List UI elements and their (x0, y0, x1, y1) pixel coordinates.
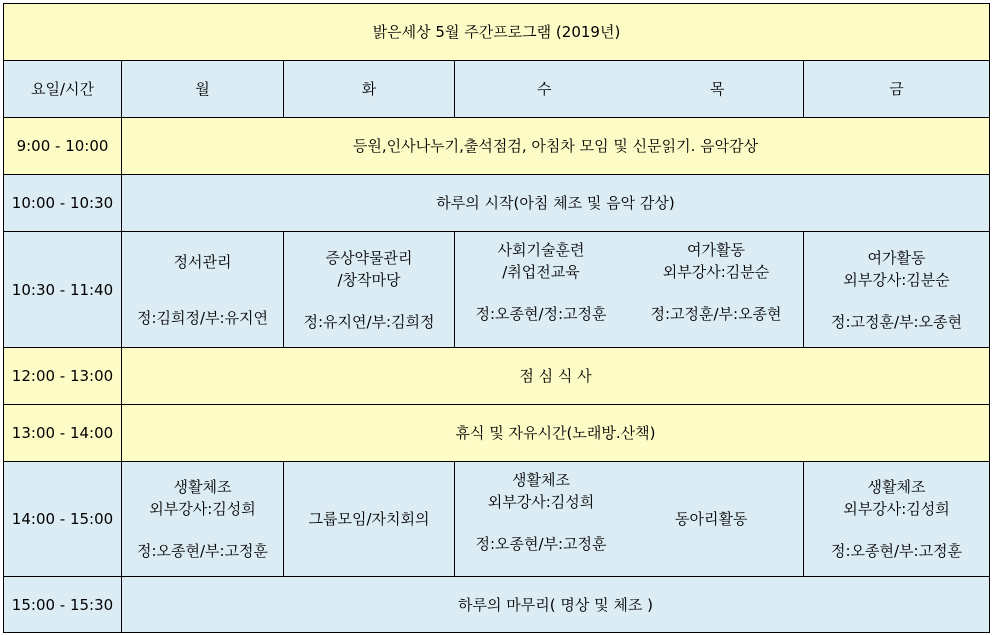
row-6-thursday-title: 동아리활동 (675, 510, 748, 528)
row-4-time (3, 347, 122, 405)
header-friday-label: 금 (889, 80, 904, 98)
row-4-activity (121, 347, 990, 405)
header-tuesday (283, 60, 455, 118)
header-tuesday-label: 화 (361, 80, 377, 98)
row-3-tuesday-staff: 정:유지연/부:김희정 (303, 312, 435, 331)
row-2-activity (121, 174, 990, 232)
header-thursday-label: 목 (710, 80, 725, 98)
row-1-activity-text: 등원,인사나누기,출석점검, 아침차 모임 및 신문읽기. 음악감상 (352, 137, 759, 155)
row-6-friday-line2: 외부강사:김성희 (843, 500, 950, 518)
row-6-tuesday-title: 그룹모임/자치회의 (308, 510, 430, 528)
row-5-activity (121, 404, 990, 462)
row-6-friday (803, 461, 990, 577)
row-3-time-label: 10:30 - 11:40 (11, 280, 114, 299)
row-3-friday-line1: 여가활동 (867, 248, 926, 267)
row-1-time (3, 117, 122, 175)
row-6-monday-staff: 정:오종현/부:고정훈 (136, 542, 269, 560)
row-6-monday (121, 461, 284, 577)
row-6-tuesday (283, 461, 455, 577)
row-6-time-label: 14:00 - 15:00 (11, 510, 114, 528)
row-6-friday-line1: 생활체조 (867, 478, 926, 496)
row-2-activity-text: 하루의 시작(아침 체조 및 음악 감상) (436, 194, 675, 212)
row-3-monday-staff: 정:김희정/부:유지연 (136, 308, 269, 327)
row-4-time-label: 12:00 - 13:00 (11, 367, 114, 385)
row-7-activity-text: 하루의 마무리( 명상 및 체조 ) (458, 595, 653, 614)
row-6-monday-line2: 외부강사:김성희 (149, 500, 256, 518)
row-1-time-label: 9:00 - 10:00 (16, 137, 109, 155)
row-3-friday (803, 231, 990, 348)
row-6-wednesday-staff: 정:오종현/부:고정훈 (475, 535, 607, 553)
row-6-wednesday-line2: 외부강사:김성희 (487, 493, 595, 511)
row-3-wed-thu (454, 231, 804, 348)
row-3-tuesday-line2: /창작마당 (337, 270, 401, 289)
row-3-tuesday-line1: 증상약물관리 (325, 248, 413, 267)
header-time-column (3, 60, 122, 118)
row-3-time (3, 231, 122, 348)
row-3-thursday-line1: 여가활동 (687, 241, 745, 259)
header-monday (121, 60, 284, 118)
header-friday (803, 60, 990, 118)
row-7-activity (121, 576, 990, 633)
row-6-time (3, 461, 122, 577)
row-3-friday-line2: 외부강사:김분순 (843, 270, 950, 289)
header-monday-label: 월 (195, 80, 210, 98)
row-3-thursday-line2: 외부강사:김분순 (662, 263, 770, 281)
row-6-friday-staff: 정:오종현/부:고정훈 (830, 542, 963, 560)
row-3-tuesday (283, 231, 455, 348)
row-3-wednesday-line1: 사회기술훈련 (497, 241, 585, 259)
row-3-wednesday-line2: /취업전교육 (502, 263, 580, 281)
row-6-wed-thu (454, 461, 804, 577)
row-1-activity (121, 117, 990, 175)
schedule-title (3, 3, 990, 61)
row-6-monday-line1: 생활체조 (173, 478, 232, 496)
row-3-wednesday-staff: 정:오종현/정:고정훈 (475, 305, 607, 323)
row-3-monday (121, 231, 284, 348)
schedule-title-text: 밝은세상 5월 주간프로그램 (2019년) (372, 23, 621, 41)
row-3-friday-staff: 정:고정훈/부:오종현 (830, 312, 963, 331)
row-4-activity-text: 점 심 식 사 (519, 367, 592, 385)
row-5-time-label: 13:00 - 14:00 (11, 424, 114, 442)
row-2-time-label: 10:00 - 10:30 (11, 194, 114, 212)
row-5-activity-text: 휴식 및 자유시간(노래방.산책) (455, 424, 656, 442)
header-wed-thu (454, 60, 804, 118)
header-wednesday-label: 수 (537, 80, 552, 98)
row-5-time (3, 404, 122, 462)
row-7-time (3, 576, 122, 633)
header-time-label: 요일/시간 (30, 80, 94, 98)
row-2-time (3, 174, 122, 232)
row-3-thursday-staff: 정:고정훈/부:오종현 (650, 305, 782, 323)
row-7-time-label: 15:00 - 15:30 (11, 595, 114, 614)
row-3-monday-title: 정서관리 (173, 252, 232, 271)
row-6-wednesday-line1: 생활체조 (512, 471, 570, 489)
